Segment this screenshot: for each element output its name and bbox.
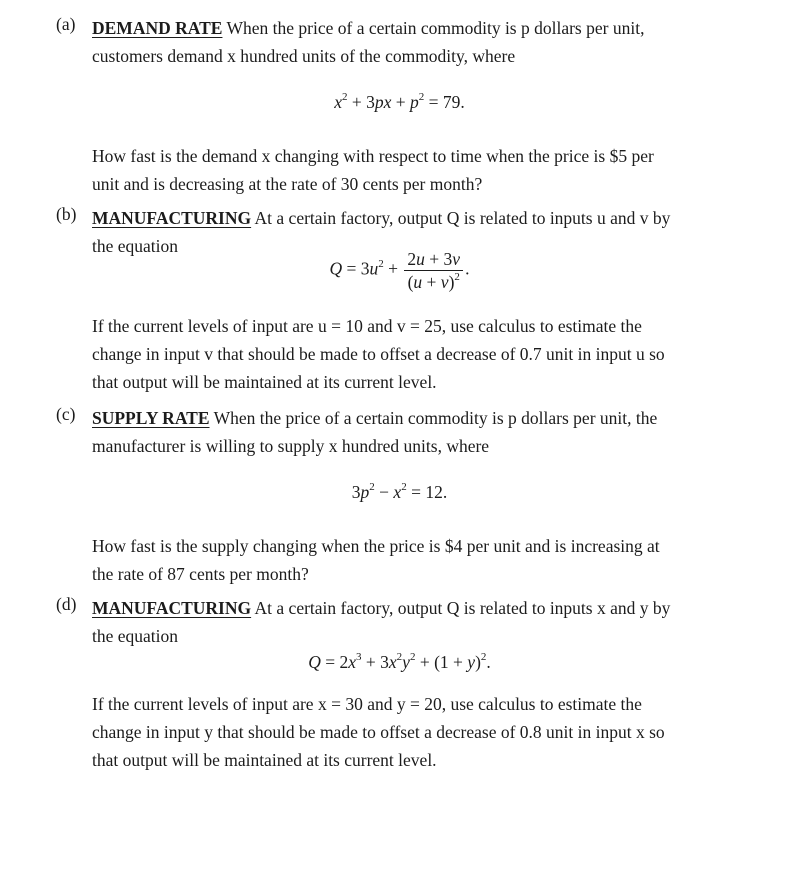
equation: $3p^2 - x^2 = 12$. (351, 481, 448, 502)
textbook-page: (a) DEMAND RATE When the price of a certain commodity is p dollars per unit, customers demand x hundred units of the commodity, where $x^2 + 3px + p^2 = 79$. How fast is the demand x changing with respect to time when the price is $5 per unit and is decreasing at the rate of 30 cents per month? (b) MANUFACTURING At a certain factory, output Q is related to inputs u and v by the equation $Q = 3u^2$ + $\frac{2u + 3v}{(u + v)^2}$ . If the current levels of input are u = 10 and v = 25, use calculus to estimate the change in input v that should be made to offset a decrease of 0.7 unit in input u so that output will be maintained at its current level. (c) SUPPLY RATE When the price of a certain commodity is p dollars per unit, the manufacturer is willing to supply x hundred units, where $3p^2 - x^2 = 12$. How fast is the supply changing when the price is $4 per unit and is increasing at the rate of 87 cents per month? (d) MANUFACTURING At a certain factory, output Q is related to inputs x and y by the equation $Q = 2x^3 + 3x^2y^2 + (1 + y)^2$. If the current levels of input are x = 30 and y = 20, use calculus to estimate the change in input y that should be made to offset a decrease of 0.8 unit in input x so that output will be maintained at its current level. (0, 0, 799, 873)
equation: $Q = 2x^3 + 3x^2y^2 + (1 + y)^2$. (308, 651, 491, 672)
problem-intro: MANUFACTURING At a certain factory, output Q is related to inputs x and y by (92, 598, 671, 618)
problem-title: DEMAND RATE (92, 18, 223, 38)
problem-title: MANUFACTURING (92, 598, 252, 618)
equation: $Q = 3u^2$ + $\frac{2u + 3v}{(u + v)^2}$ . (329, 249, 470, 292)
problem-intro: SUPPLY RATE When the price of a certain commodity is p dollars per unit, the (92, 408, 658, 428)
problem-question: How fast is the demand x changing with respect to time when the price is $5 per (92, 146, 654, 166)
problem-intro: DEMAND RATE When the price of a certain commodity is p dollars per unit, (92, 18, 645, 38)
problem-question: If the current levels of input are x = 30 and y = 20, use calculus to estimate the (92, 694, 642, 714)
equation: $x^2 + 3px + p^2 = 79$. (334, 91, 465, 112)
problem-label: (a) (56, 14, 76, 34)
problem-label: (c) (56, 404, 76, 424)
problem-question: How fast is the supply changing when the price is $4 per unit and is increasing at (92, 536, 660, 556)
problem-question: If the current levels of input are u = 10 and v = 25, use calculus to estimate the (92, 316, 642, 336)
problem-label: (d) (56, 594, 77, 614)
problem-title: MANUFACTURING (92, 208, 252, 228)
problem-label: (b) (56, 204, 77, 224)
problem-intro: MANUFACTURING At a certain factory, output Q is related to inputs u and v by (92, 208, 671, 228)
problem-title: SUPPLY RATE (92, 408, 210, 428)
